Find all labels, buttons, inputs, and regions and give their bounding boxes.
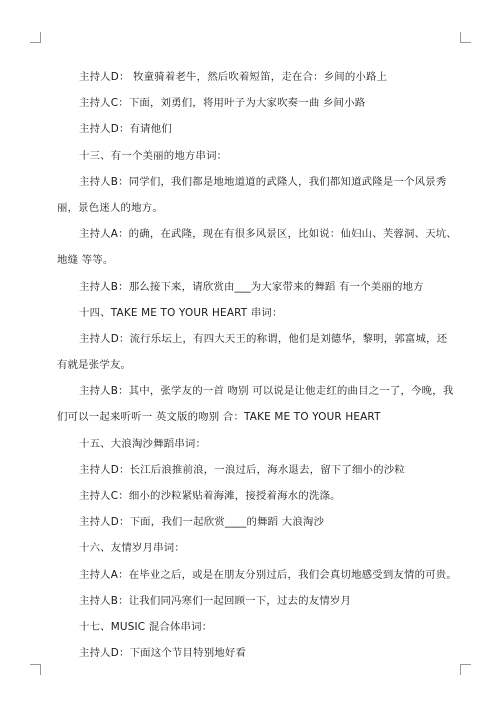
text-line: 地缝 等等。 (57, 254, 114, 267)
text-line: 主持人C：细小的沙粒紧贴着海滩，接授着海水的洗涤。 (79, 490, 341, 502)
text-line: 主持人D：下面，我们一起欣赏____的舞蹈 大浪淘沙 (79, 516, 325, 529)
text-line: 十四、TAKE ME TO YOUR HEART 串词： (79, 306, 283, 319)
text-line: 主持人C：下面，刘勇们，将用叶子为大家吹奏一曲 乡间小路 (79, 97, 366, 110)
page-corner-mark-top-left (30, 32, 41, 43)
text-line: 主持人B：让我们同冯寒们一起回顾一下，过去的友情岁月 (79, 594, 352, 607)
text-line: 主持人D：下面这个节目特别地好看 (79, 647, 247, 660)
text-line: 主持人D：有请他们 (79, 123, 172, 136)
document-body (57, 64, 457, 666)
text-line: 主持人B：其中，张学友的一首 吻别 可以说是让他走红的曲目之一了，今晚，我 (79, 385, 454, 398)
text-line: 主持人A：在毕业之后，或是在朋友分别过后，我们会真切地感受到友情的可贵。 (79, 568, 457, 581)
text-line: 十七、MUSIC 混合体串词： (79, 620, 213, 633)
text-line: 主持人B：那么接下来，请欣赏由___为大家带来的舞蹈 有一个美丽的地方 (79, 280, 424, 293)
text-line: 有就是张学友。 (57, 359, 132, 372)
text-line: 十三、有一个美丽的地方串词： (79, 149, 228, 162)
page-corner-mark-bottom-left (30, 664, 41, 675)
page-corner-mark-top-right (460, 32, 471, 43)
text-line: 主持人A：的确，在武隆，现在有很多风景区，比如说：仙妇山、芙蓉洞、天坑、 (79, 228, 457, 241)
text-line: 主持人D：流行乐坛上，有四大天王的称谓，他们是刘德华，黎明，郭富城，还 (79, 332, 448, 345)
page-corner-mark-bottom-right (460, 664, 471, 675)
text-line: 十六、友情岁月串词： (79, 542, 185, 555)
text-line: 十五、大浪淘沙舞蹈串词： (79, 437, 207, 450)
text-line: 主持人D：长江后浪推前浪，一浪过后，海水退去，留下了细小的沙粒 (79, 463, 405, 476)
text-line: 丽，景色迷人的地方。 (57, 201, 163, 214)
text-line: 们可以一起来听听一 英文版的吻别 合：TAKE ME TO YOUR HEART (57, 411, 381, 424)
text-line: 主持人B：同学们，我们都是地地道道的武隆人，我们都知道武隆是一个风景秀 (79, 175, 447, 188)
text-line: 主持人D： 牧童骑着老牛，然后吹着短笛，走在合：乡间的小路上 (79, 71, 388, 83)
